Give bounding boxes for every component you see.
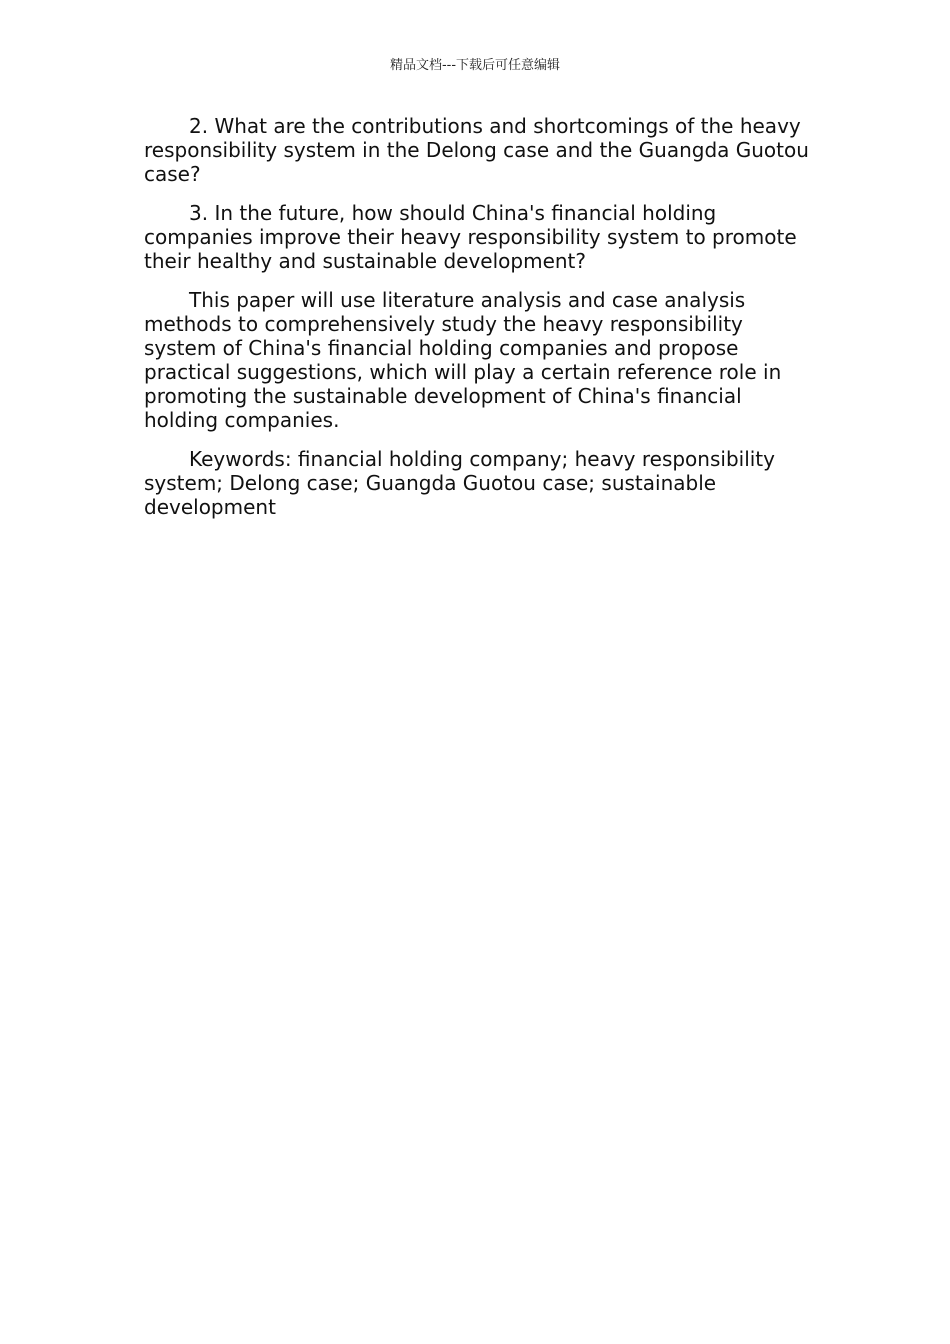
page-header: 精品文档---下载后可任意编辑 (389, 58, 561, 73)
question-3-paragraph: 3. In the future, how should China's financial holding companies improve their heavy responsibility system to promote their healthy and sustainable development? (144, 201, 797, 273)
document-body (144, 114, 816, 534)
question-2-paragraph: 2. What are the contributions and shortcomings of the heavy responsibility system in the Delong case and the Guangda Guotou case? (144, 114, 809, 186)
keywords-paragraph: Keywords: financial holding company; heavy responsibility system; Delong case; Guangda Guotou case; sustainable development (144, 447, 775, 519)
method-paragraph: This paper will use literature analysis and case analysis methods to comprehensively study the heavy responsibility system of China's financial holding companies and propose practical suggestions, which will play a certain reference role in promoting the sustainable development of China's financial holding companies. (144, 288, 782, 432)
